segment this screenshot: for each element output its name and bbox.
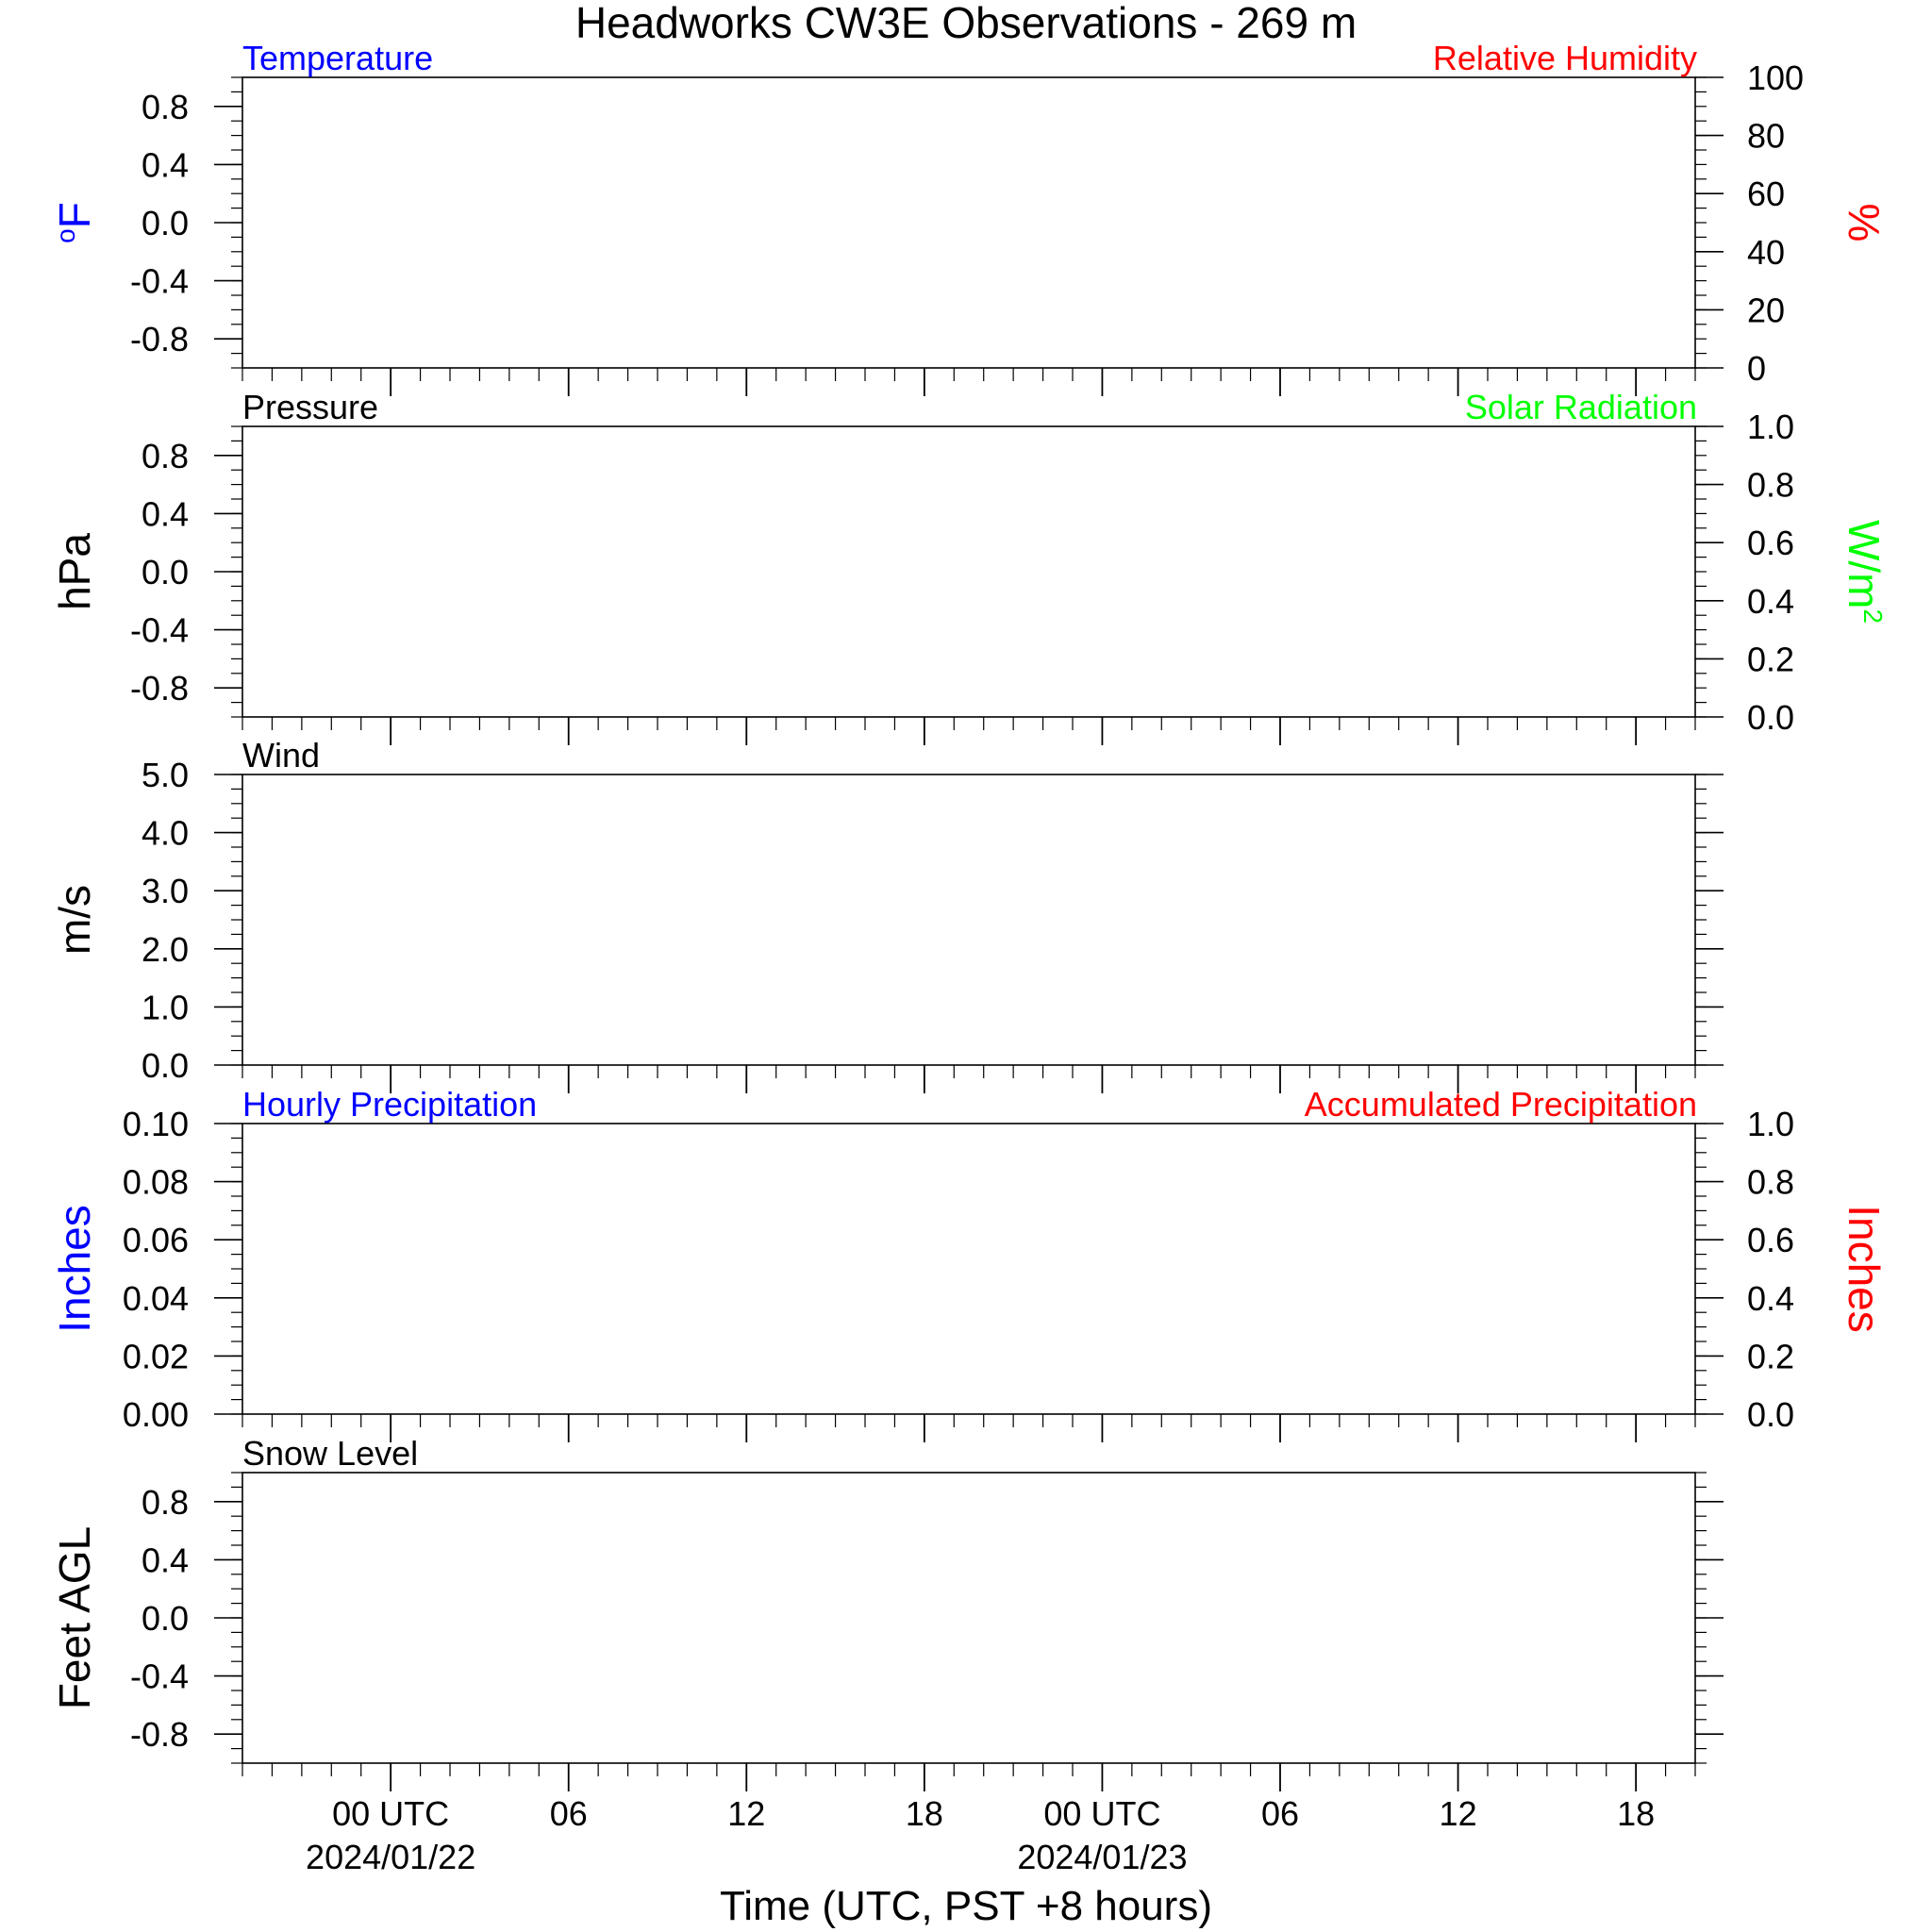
panel-left-title: Hourly Precipitation bbox=[242, 1085, 538, 1124]
y2-tick-label: 0.8 bbox=[1747, 465, 1795, 505]
y-tick-label: 4.0 bbox=[141, 813, 189, 853]
y-tick-label: -0.4 bbox=[129, 610, 189, 650]
y-tick-label: 5.0 bbox=[141, 756, 189, 794]
y-tick-label: 0.0 bbox=[141, 1599, 189, 1638]
panel-left-title: Wind bbox=[242, 736, 321, 774]
y-tick-label: 1.0 bbox=[141, 988, 189, 1027]
y-axis-label: hPa bbox=[50, 533, 99, 610]
y-tick-label: 0.4 bbox=[141, 145, 189, 185]
y2-tick-label: 1.0 bbox=[1747, 1105, 1795, 1143]
y-tick-label: 0.08 bbox=[122, 1162, 189, 1202]
panel-4 bbox=[50, 1085, 1889, 1442]
y-minor-ticks bbox=[231, 77, 1707, 368]
x-tick-label: 00 UTC bbox=[332, 1794, 450, 1833]
y-tick-label: 0.0 bbox=[141, 1046, 189, 1085]
y2-tick-label: 60 bbox=[1747, 175, 1786, 214]
panel-left-title: Pressure bbox=[242, 388, 379, 426]
x-tick-label: 06 bbox=[549, 1794, 588, 1833]
y2-tick-label: 80 bbox=[1747, 116, 1786, 156]
panel-3 bbox=[50, 736, 1724, 1093]
x-tick-label: 00 UTC bbox=[1043, 1794, 1161, 1833]
plot-frame bbox=[242, 1473, 1695, 1763]
panel-left-title: Snow Level bbox=[242, 1434, 419, 1473]
x-tick-label: 18 bbox=[1617, 1794, 1656, 1833]
panel-2 bbox=[50, 388, 1889, 745]
y-tick-label: 0.00 bbox=[122, 1395, 189, 1434]
y2-axis-label: % bbox=[1840, 203, 1889, 242]
y-axis-label: m/s bbox=[50, 884, 99, 956]
y-tick-label: 0.0 bbox=[141, 204, 189, 242]
y-tick-label: -0.8 bbox=[129, 669, 189, 708]
y2-axis-label: Inches bbox=[1840, 1205, 1889, 1333]
y-tick-label: 0.4 bbox=[141, 1541, 189, 1580]
y-axis-label: Feet AGL bbox=[50, 1525, 99, 1710]
panel-right-title: Relative Humidity bbox=[1432, 39, 1697, 77]
y-tick-label: 3.0 bbox=[141, 872, 189, 911]
chart-title: Headworks CW3E Observations - 269 m bbox=[575, 0, 1357, 47]
y2-tick-label: 1.0 bbox=[1747, 408, 1795, 446]
y2-axis-label: $W/m^2$ bbox=[1840, 519, 1889, 625]
y2-tick-label: 0.4 bbox=[1747, 1278, 1795, 1318]
y2-tick-label: 0.0 bbox=[1747, 1395, 1795, 1434]
plot-frame bbox=[242, 774, 1695, 1065]
plot-frame bbox=[242, 1124, 1695, 1414]
panels bbox=[50, 39, 1889, 1791]
x-axis-labels bbox=[306, 1794, 1655, 1876]
x-tick-label: 12 bbox=[727, 1794, 766, 1833]
x-axis-title: Time (UTC, PST +8 hours) bbox=[719, 1883, 1213, 1929]
y-tick-label: -0.8 bbox=[129, 320, 189, 359]
panel-5 bbox=[50, 1434, 1724, 1791]
y-tick-label: -0.4 bbox=[129, 261, 189, 301]
y2-tick-label: 0.8 bbox=[1747, 1162, 1795, 1202]
panel-right-title: Accumulated Precipitation bbox=[1304, 1085, 1697, 1124]
plot-frame bbox=[242, 426, 1695, 717]
y-tick-label: 0.8 bbox=[141, 436, 189, 475]
y-tick-label: 0.8 bbox=[141, 87, 189, 126]
y2-tick-label: 100 bbox=[1747, 58, 1805, 97]
y-axis-label: Inches bbox=[50, 1205, 99, 1333]
x-tick-label: 12 bbox=[1439, 1794, 1477, 1833]
y-tick-label: 0.0 bbox=[141, 553, 189, 591]
plot-frame bbox=[242, 77, 1695, 368]
y-tick-label: -0.8 bbox=[129, 1715, 189, 1755]
x-tick-date-label: 2024/01/23 bbox=[1017, 1838, 1188, 1876]
y2-tick-label: 0.6 bbox=[1747, 1221, 1795, 1260]
x-tick-label: 06 bbox=[1260, 1794, 1300, 1833]
y-tick-label: -0.4 bbox=[129, 1657, 189, 1696]
y2-tick-label: 0.4 bbox=[1747, 581, 1795, 621]
y-tick-label: 0.06 bbox=[122, 1221, 189, 1260]
y2-tick-label: 40 bbox=[1747, 232, 1786, 272]
y-tick-label: 0.10 bbox=[122, 1105, 189, 1143]
x-tick-label: 18 bbox=[905, 1794, 943, 1833]
y-tick-label: 0.4 bbox=[141, 494, 189, 534]
y-tick-label: 0.8 bbox=[141, 1482, 189, 1522]
y2-tick-label: 0.2 bbox=[1747, 1337, 1795, 1376]
x-ticks bbox=[242, 1414, 1695, 1442]
y2-tick-label: 0.0 bbox=[1747, 698, 1795, 737]
x-ticks bbox=[242, 717, 1695, 745]
y2-tick-label: 0.2 bbox=[1747, 640, 1795, 679]
y-minor-ticks bbox=[231, 1473, 1707, 1763]
y2-tick-label: 0.6 bbox=[1747, 524, 1795, 563]
x-tick-date-label: 2024/01/22 bbox=[306, 1838, 476, 1876]
y2-tick-label: 0 bbox=[1747, 349, 1767, 388]
panel-left-title: Temperature bbox=[242, 39, 434, 77]
y-minor-ticks bbox=[231, 774, 1707, 1065]
y-minor-ticks bbox=[231, 1124, 1707, 1414]
y-axis-label: $^o$F bbox=[50, 202, 99, 243]
panel-1 bbox=[50, 39, 1889, 396]
y-tick-label: 0.02 bbox=[122, 1337, 189, 1376]
x-ticks bbox=[242, 1763, 1695, 1791]
panel-right-title: Solar Radiation bbox=[1464, 388, 1697, 426]
y-tick-label: 0.04 bbox=[122, 1278, 189, 1318]
y-tick-label: 2.0 bbox=[141, 929, 189, 969]
y-minor-ticks bbox=[231, 426, 1707, 717]
y2-tick-label: 20 bbox=[1747, 291, 1786, 330]
